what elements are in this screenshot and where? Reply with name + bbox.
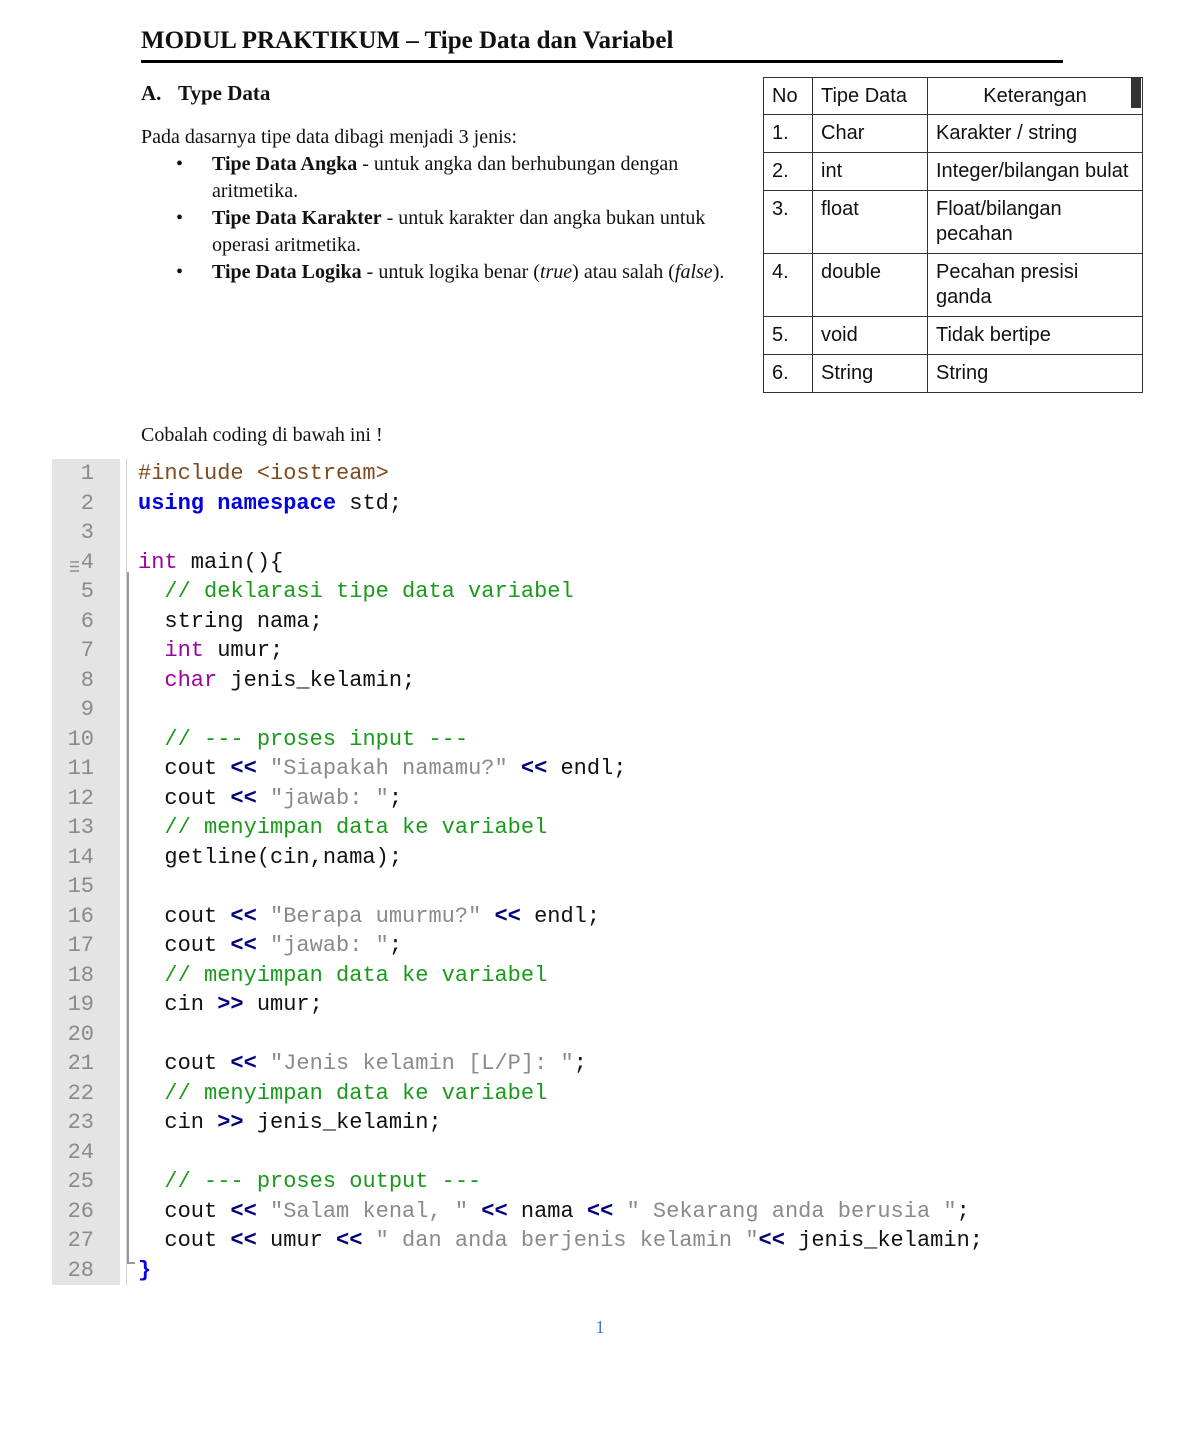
code-token: int bbox=[138, 549, 178, 575]
list-item bbox=[172, 151, 752, 205]
code-token: namespace bbox=[217, 490, 337, 516]
code-token bbox=[138, 579, 164, 604]
code-token: << bbox=[230, 1051, 257, 1076]
table-cell: 3. bbox=[764, 191, 813, 254]
code-token: cout bbox=[138, 785, 231, 811]
code-line bbox=[52, 961, 1152, 991]
code-token: // menyimpan data ke variabel bbox=[164, 815, 548, 840]
code-line bbox=[52, 577, 1152, 607]
code-token bbox=[508, 756, 521, 781]
line-number: 20 bbox=[67, 1021, 94, 1047]
code-line bbox=[52, 1108, 1152, 1138]
code-token: using bbox=[138, 490, 205, 516]
code-listing bbox=[52, 459, 1152, 1285]
code-line bbox=[52, 1256, 1152, 1286]
table-row bbox=[764, 355, 1143, 393]
table-row bbox=[764, 317, 1143, 355]
code-token: " Sekarang anda berusia " bbox=[626, 1198, 957, 1224]
code-token: << bbox=[586, 1198, 614, 1224]
code-token: << bbox=[230, 933, 257, 958]
table-cell: String bbox=[928, 355, 1143, 393]
line-number: 28 bbox=[67, 1257, 94, 1283]
code-token bbox=[613, 1199, 626, 1224]
line-number: 26 bbox=[67, 1198, 94, 1224]
line-number: 8 bbox=[80, 667, 94, 693]
code-text bbox=[138, 1197, 970, 1227]
table-row bbox=[764, 115, 1143, 153]
bullet-text: - untuk karakter dan angka bukan untuk operasi aritmetika. bbox=[212, 207, 706, 256]
code-token: << bbox=[230, 785, 257, 811]
code-token bbox=[468, 1199, 481, 1224]
page-number: 1 bbox=[595, 1317, 605, 1337]
code-text bbox=[138, 636, 283, 666]
table-cell: 6. bbox=[764, 355, 813, 393]
code-line bbox=[52, 1020, 1152, 1050]
code-text bbox=[138, 1226, 983, 1256]
code-line bbox=[52, 784, 1152, 814]
code-token: << bbox=[230, 903, 257, 929]
code-token bbox=[481, 904, 494, 929]
code-token: cout bbox=[138, 1051, 231, 1076]
bullet-italic-true: true bbox=[539, 261, 573, 283]
code-token: << bbox=[230, 756, 257, 781]
code-line bbox=[52, 902, 1152, 932]
code-token: // menyimpan data ke variabel bbox=[164, 1080, 548, 1106]
section-number: A. bbox=[141, 81, 162, 105]
line-number: 7 bbox=[80, 638, 94, 663]
code-token bbox=[138, 727, 164, 752]
code-token: jenis_kelamin; bbox=[217, 667, 416, 693]
column-header-no: No bbox=[764, 78, 813, 115]
code-line bbox=[52, 931, 1152, 961]
code-token bbox=[257, 1199, 270, 1224]
code-line bbox=[52, 695, 1152, 725]
code-token: << bbox=[481, 1198, 508, 1224]
code-token: "Berapa umurmu?" bbox=[270, 903, 482, 929]
code-token: } bbox=[138, 1257, 152, 1283]
code-token: jenis_kelamin; bbox=[243, 1110, 442, 1135]
code-token: char bbox=[164, 667, 218, 693]
bullet-text: - untuk logika benar ( bbox=[361, 261, 540, 283]
line-number: 14 bbox=[67, 844, 94, 870]
column-header-type: Tipe Data bbox=[813, 78, 928, 115]
table-edge-marker bbox=[1131, 78, 1141, 108]
section-heading bbox=[141, 80, 270, 106]
code-token: >> bbox=[217, 992, 244, 1017]
line-number: 13 bbox=[67, 815, 94, 840]
code-token: std; bbox=[336, 490, 403, 516]
table-cell: String bbox=[813, 355, 928, 393]
bullet-text-mid: ) atau salah ( bbox=[572, 261, 675, 283]
line-number: 3 bbox=[80, 520, 94, 545]
intro-text: Pada dasarnya tipe data dibagi menjadi 3 jenis: bbox=[141, 126, 517, 148]
code-text bbox=[138, 725, 468, 755]
code-text bbox=[138, 548, 283, 578]
code-text bbox=[138, 1049, 587, 1079]
code-token: "Siapakah namamu?" bbox=[270, 756, 508, 781]
code-token: umur bbox=[256, 1228, 337, 1253]
code-line bbox=[52, 1167, 1152, 1197]
code-line bbox=[52, 1049, 1152, 1079]
code-token bbox=[204, 491, 217, 516]
line-number: 22 bbox=[67, 1080, 94, 1106]
code-line bbox=[52, 548, 1152, 578]
bullet-term: Tipe Data Angka bbox=[212, 153, 358, 175]
code-text bbox=[138, 607, 323, 637]
line-number: 19 bbox=[67, 992, 94, 1017]
table-cell: Pecahan presisi ganda bbox=[928, 254, 1143, 317]
line-number: 15 bbox=[67, 874, 94, 899]
code-line bbox=[52, 459, 1152, 489]
code-text bbox=[138, 754, 627, 784]
bullet-icon: • bbox=[176, 207, 184, 229]
line-number: 25 bbox=[67, 1169, 94, 1194]
code-token: << bbox=[758, 1228, 785, 1253]
code-token bbox=[138, 668, 164, 693]
code-text bbox=[138, 1108, 442, 1138]
code-line bbox=[52, 754, 1152, 784]
code-line bbox=[52, 636, 1152, 666]
instruction-text: Cobalah coding di bawah ini ! bbox=[141, 424, 383, 446]
line-number: 18 bbox=[67, 962, 94, 988]
line-number: 23 bbox=[67, 1110, 94, 1135]
code-token bbox=[257, 904, 270, 929]
line-number: 1 bbox=[80, 461, 94, 486]
code-text bbox=[138, 577, 574, 607]
code-token bbox=[257, 756, 270, 781]
bullet-italic-false: false bbox=[674, 261, 713, 283]
code-token: string nama; bbox=[138, 608, 323, 634]
code-line bbox=[52, 990, 1152, 1020]
title-underline bbox=[141, 60, 1063, 63]
code-text bbox=[138, 902, 600, 932]
code-token bbox=[362, 1228, 375, 1253]
code-line bbox=[52, 1226, 1152, 1256]
code-token: main(){ bbox=[177, 549, 284, 575]
code-text bbox=[138, 1167, 481, 1197]
code-token: ; bbox=[956, 1198, 970, 1224]
list-item bbox=[172, 205, 752, 259]
table-cell: 4. bbox=[764, 254, 813, 317]
code-text bbox=[138, 990, 323, 1020]
code-line bbox=[52, 666, 1152, 696]
line-number: 6 bbox=[80, 608, 94, 634]
table-cell: 1. bbox=[764, 115, 813, 153]
code-token: "Salam kenal, " bbox=[270, 1198, 469, 1224]
code-token: endl; bbox=[547, 756, 627, 781]
code-text bbox=[138, 843, 402, 873]
table-cell: 2. bbox=[764, 153, 813, 191]
line-number: 12 bbox=[67, 785, 94, 811]
code-token: "jawab: " bbox=[270, 933, 389, 958]
line-number: 16 bbox=[67, 903, 94, 929]
code-token: ; bbox=[573, 1051, 587, 1076]
code-token: cout bbox=[138, 903, 231, 929]
line-number: 9 bbox=[80, 697, 94, 722]
code-token bbox=[257, 933, 270, 958]
code-token: int bbox=[164, 638, 205, 663]
code-token: // menyimpan data ke variabel bbox=[164, 962, 548, 988]
line-number: 17 bbox=[67, 933, 94, 958]
code-text bbox=[138, 931, 402, 961]
code-text bbox=[138, 1079, 547, 1109]
code-token: << bbox=[230, 1198, 257, 1224]
code-token: "jawab: " bbox=[270, 785, 389, 811]
line-number: 24 bbox=[67, 1139, 94, 1165]
code-token: cout bbox=[138, 1228, 231, 1253]
table-cell: int bbox=[813, 153, 928, 191]
code-token: cout bbox=[138, 933, 231, 958]
code-line bbox=[52, 518, 1152, 548]
code-token: << bbox=[230, 1228, 257, 1253]
code-token bbox=[138, 1169, 164, 1194]
table-cell: double bbox=[813, 254, 928, 317]
line-number: 4 bbox=[80, 549, 94, 575]
code-token: << bbox=[336, 1228, 363, 1253]
data-type-table bbox=[763, 77, 1143, 393]
code-text bbox=[138, 961, 547, 991]
bullet-text: - untuk angka dan berhubungan dengan aritmetika. bbox=[212, 153, 679, 202]
code-token bbox=[138, 963, 164, 988]
code-token bbox=[138, 1081, 164, 1106]
bullet-icon: • bbox=[176, 261, 184, 283]
table-cell: Char bbox=[813, 115, 928, 153]
code-token: >> bbox=[217, 1110, 244, 1135]
code-token bbox=[257, 1051, 270, 1076]
table-row bbox=[764, 153, 1143, 191]
code-line bbox=[52, 1197, 1152, 1227]
code-token: // --- proses input --- bbox=[164, 726, 469, 752]
table-cell: 5. bbox=[764, 317, 813, 355]
code-token: getline(cin,nama); bbox=[138, 844, 403, 870]
document-title: MODUL PRAKTIKUM – Tipe Data dan Variabel bbox=[141, 27, 674, 54]
code-token: ; bbox=[388, 785, 403, 811]
code-token: jenis_kelamin; bbox=[784, 1228, 983, 1253]
code-line bbox=[52, 725, 1152, 755]
table-row bbox=[764, 191, 1143, 254]
code-text bbox=[138, 813, 547, 843]
bullet-term: Tipe Data Karakter bbox=[212, 207, 382, 229]
code-line bbox=[52, 813, 1152, 843]
code-token: << bbox=[520, 756, 548, 781]
table-cell: Integer/bilangan bulat bbox=[928, 153, 1143, 191]
bullet-term: Tipe Data Logika bbox=[212, 261, 362, 283]
code-token bbox=[257, 786, 270, 811]
code-token: " dan anda berjenis kelamin " bbox=[375, 1228, 759, 1253]
code-line bbox=[52, 607, 1152, 637]
code-token: umur; bbox=[243, 992, 323, 1017]
line-number: 21 bbox=[67, 1051, 94, 1076]
code-token: "Jenis kelamin [L/P]: " bbox=[270, 1051, 574, 1076]
line-number: 5 bbox=[80, 579, 94, 604]
code-token: // --- proses output --- bbox=[164, 1169, 482, 1194]
code-token: // deklarasi tipe data variabel bbox=[164, 579, 574, 604]
code-token: cout bbox=[138, 1198, 231, 1224]
code-token: cout bbox=[138, 756, 231, 781]
code-text bbox=[138, 1256, 151, 1286]
table-cell: Tidak bertipe bbox=[928, 317, 1143, 355]
list-item bbox=[172, 259, 752, 286]
data-type-list bbox=[172, 151, 752, 286]
code-token: #include <iostream> bbox=[138, 461, 389, 486]
table-cell: Karakter / string bbox=[928, 115, 1143, 153]
code-token: << bbox=[494, 903, 521, 929]
code-text bbox=[138, 784, 402, 814]
code-line bbox=[52, 1079, 1152, 1109]
section-title: Type Data bbox=[178, 81, 271, 105]
bullet-icon: • bbox=[176, 153, 184, 175]
code-text bbox=[138, 489, 402, 519]
line-number: 10 bbox=[67, 726, 94, 752]
line-number: 2 bbox=[80, 490, 94, 516]
code-token bbox=[138, 638, 164, 663]
code-token: nama bbox=[507, 1198, 587, 1224]
code-line bbox=[52, 489, 1152, 519]
table-row bbox=[764, 254, 1143, 317]
code-token: endl; bbox=[520, 903, 601, 929]
code-token: ; bbox=[388, 933, 403, 958]
table-header-row bbox=[764, 78, 1143, 115]
code-line bbox=[52, 872, 1152, 902]
code-token: cin bbox=[138, 992, 218, 1017]
code-token: cin bbox=[138, 1110, 218, 1135]
code-text bbox=[138, 666, 415, 696]
table-cell: Float/bilangan pecahan bbox=[928, 191, 1143, 254]
line-number: 27 bbox=[67, 1228, 94, 1253]
code-token: umur; bbox=[204, 638, 284, 663]
code-line bbox=[52, 1138, 1152, 1168]
table-cell: float bbox=[813, 191, 928, 254]
table-cell: void bbox=[813, 317, 928, 355]
column-header-description: Keterangan bbox=[928, 78, 1143, 115]
code-text bbox=[138, 459, 389, 489]
bullet-text-end: ). bbox=[712, 261, 725, 283]
code-line bbox=[52, 843, 1152, 873]
code-token bbox=[138, 815, 164, 840]
line-number: 11 bbox=[67, 756, 94, 781]
